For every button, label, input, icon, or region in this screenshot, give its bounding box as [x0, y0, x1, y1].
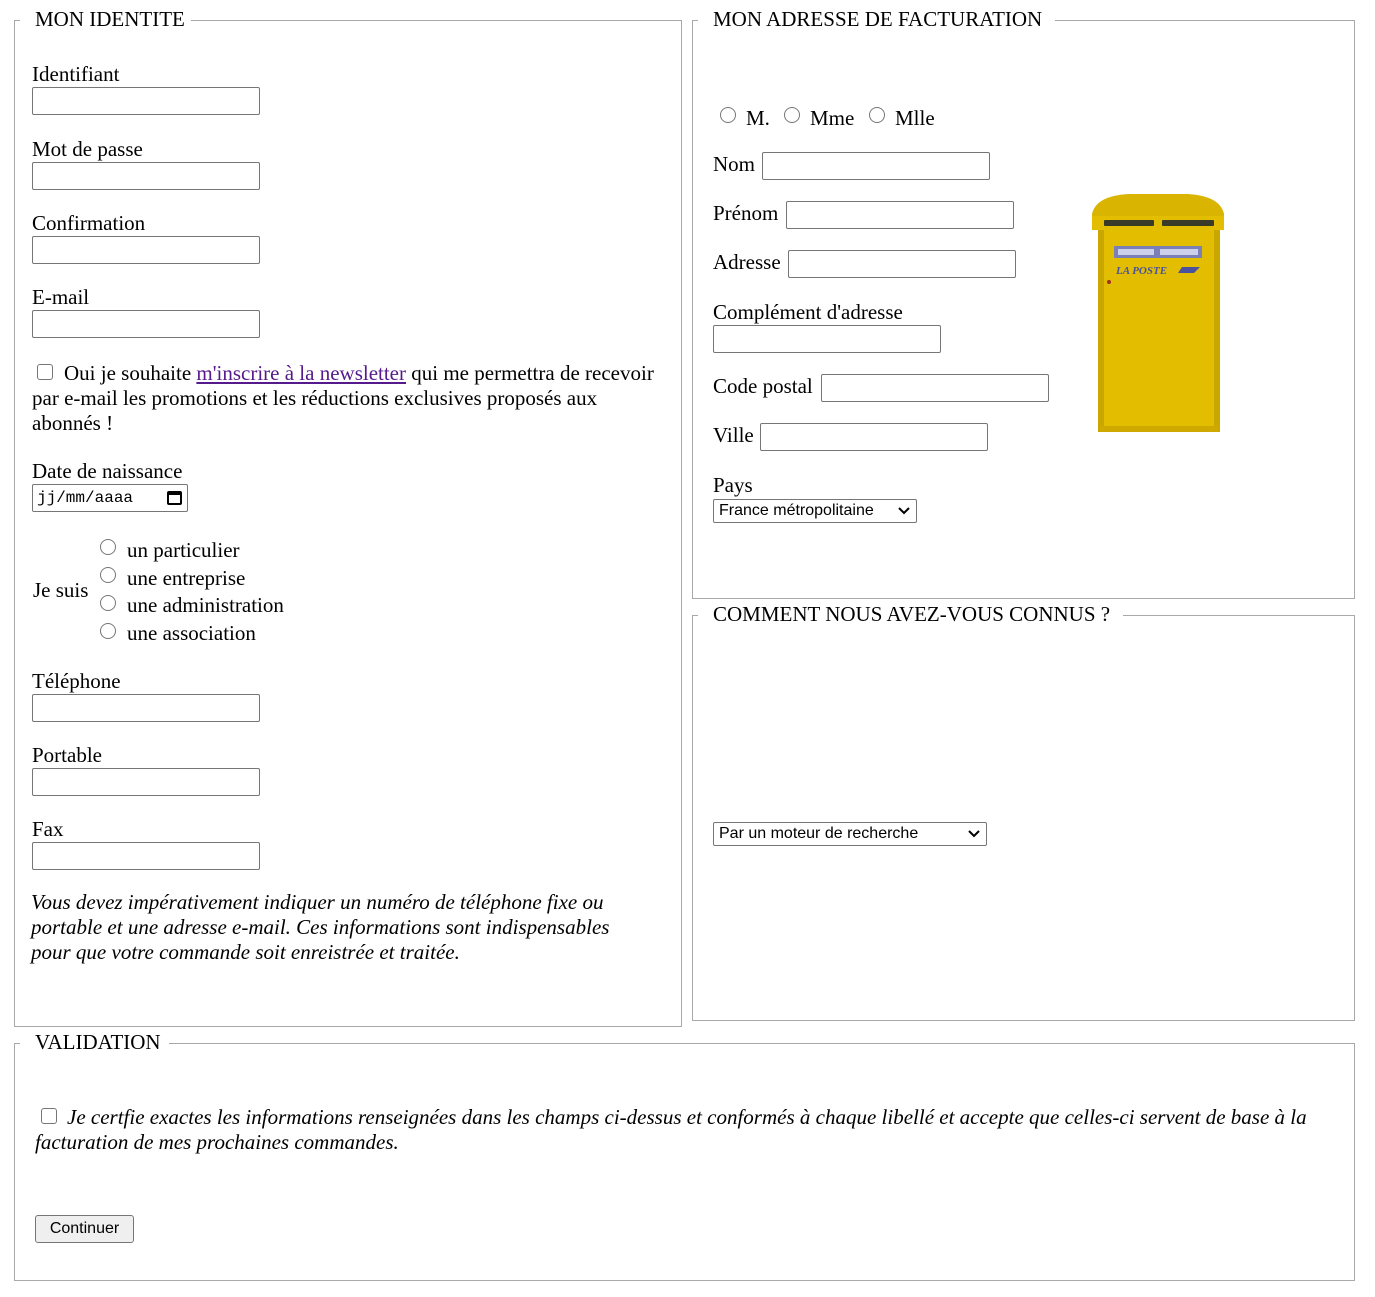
radio-association[interactable]	[100, 623, 116, 639]
complement-label: Complément d'adresse	[713, 300, 903, 324]
birthdate-placeholder: jj/mm/aaaa	[37, 489, 134, 507]
prenom-input[interactable]	[786, 201, 1014, 229]
email-label: E-mail	[32, 285, 90, 309]
radio-mme[interactable]	[784, 107, 800, 123]
password-input[interactable]	[32, 162, 260, 190]
code-postal-label: Code postal	[713, 374, 813, 398]
newsletter-link[interactable]: m'inscrire à la newsletter	[196, 361, 407, 385]
birthdate-label: Date de naissance	[32, 459, 183, 483]
civility-mlle-label: Mlle	[895, 106, 935, 130]
portable-input[interactable]	[32, 768, 260, 796]
radio-entreprise[interactable]	[100, 567, 116, 583]
pays-select[interactable]	[713, 499, 917, 523]
referral-value: Par un moteur de recherche	[719, 825, 919, 842]
radio-m[interactable]	[720, 107, 736, 123]
radio-particulier[interactable]	[100, 539, 116, 555]
chevron-down-icon	[967, 826, 981, 840]
portable-label: Portable	[32, 743, 102, 767]
code-postal-input[interactable]	[821, 374, 1049, 402]
chevron-down-icon	[897, 503, 911, 517]
je-suis-label: Je suis	[33, 578, 89, 602]
identifiant-label: Identifiant	[32, 62, 120, 86]
billing-legend: MON ADRESSE DE FACTURATION	[713, 7, 1043, 31]
identity-legend: MON IDENTITE	[35, 7, 185, 31]
telephone-label: Téléphone	[32, 669, 121, 693]
newsletter-text	[32, 361, 662, 436]
telephone-input[interactable]	[32, 694, 260, 722]
calendar-icon[interactable]	[167, 491, 182, 505]
newsletter-suffix: qui me permettra de recevoir par e-mail les promotions et les réductions exclusives proposés aux abonnés !	[32, 361, 654, 435]
password-label: Mot de passe	[32, 137, 143, 161]
certify-text: Je certfie exactes les informations renseignées dans les champs ci-dessus et conformés à chaque libellé et accepte que celles-ci servent de base à la facturation de mes prochaines commandes.	[35, 1105, 1307, 1154]
civility-mme-label: Mme	[810, 106, 855, 130]
adresse-label: Adresse	[713, 250, 781, 274]
mailbox-image	[1088, 190, 1228, 436]
validation-legend: VALIDATION	[35, 1030, 161, 1054]
confirmation-label: Confirmation	[32, 211, 146, 235]
pays-value: France métropolitaine	[719, 502, 874, 519]
adresse-input[interactable]	[788, 250, 1016, 278]
radio-administration[interactable]	[100, 595, 116, 611]
newsletter-prefix: Oui je souhaite	[64, 361, 197, 385]
fax-input[interactable]	[32, 842, 260, 870]
identifiant-input[interactable]	[32, 87, 260, 115]
option-association-label: une association	[127, 621, 256, 645]
mailbox-brand: LA POSTE	[1116, 265, 1168, 277]
ville-input[interactable]	[760, 423, 988, 451]
pays-label: Pays	[713, 473, 753, 497]
option-particulier-label: un particulier	[127, 538, 240, 562]
referral-select[interactable]	[713, 822, 987, 846]
email-input[interactable]	[32, 310, 260, 338]
civility-m-label: M.	[746, 106, 770, 130]
prenom-label: Prénom	[713, 201, 779, 225]
option-administration-label: une administration	[127, 593, 284, 617]
radio-mlle[interactable]	[869, 107, 885, 123]
validation-fieldset	[14, 1030, 1355, 1281]
notice-text: Vous devez impérativement indiquer un numéro de téléphone fixe ou portable et une adresse e-mail. Ces informations sont indispensables pour que votre commande soit enreistrée et traitée.	[31, 890, 610, 964]
birthdate-input[interactable]	[32, 484, 188, 512]
confirmation-input[interactable]	[32, 236, 260, 264]
continue-button[interactable]: Continuer	[35, 1215, 134, 1243]
referral-fieldset	[692, 602, 1355, 1021]
option-entreprise-label: une entreprise	[127, 566, 246, 590]
ville-label: Ville	[713, 423, 754, 447]
fax-label: Fax	[32, 817, 64, 841]
nom-input[interactable]	[762, 152, 990, 180]
nom-label: Nom	[713, 152, 755, 176]
complement-input[interactable]	[713, 325, 941, 353]
referral-legend: COMMENT NOUS AVEZ-VOUS CONNUS ?	[713, 602, 1111, 626]
